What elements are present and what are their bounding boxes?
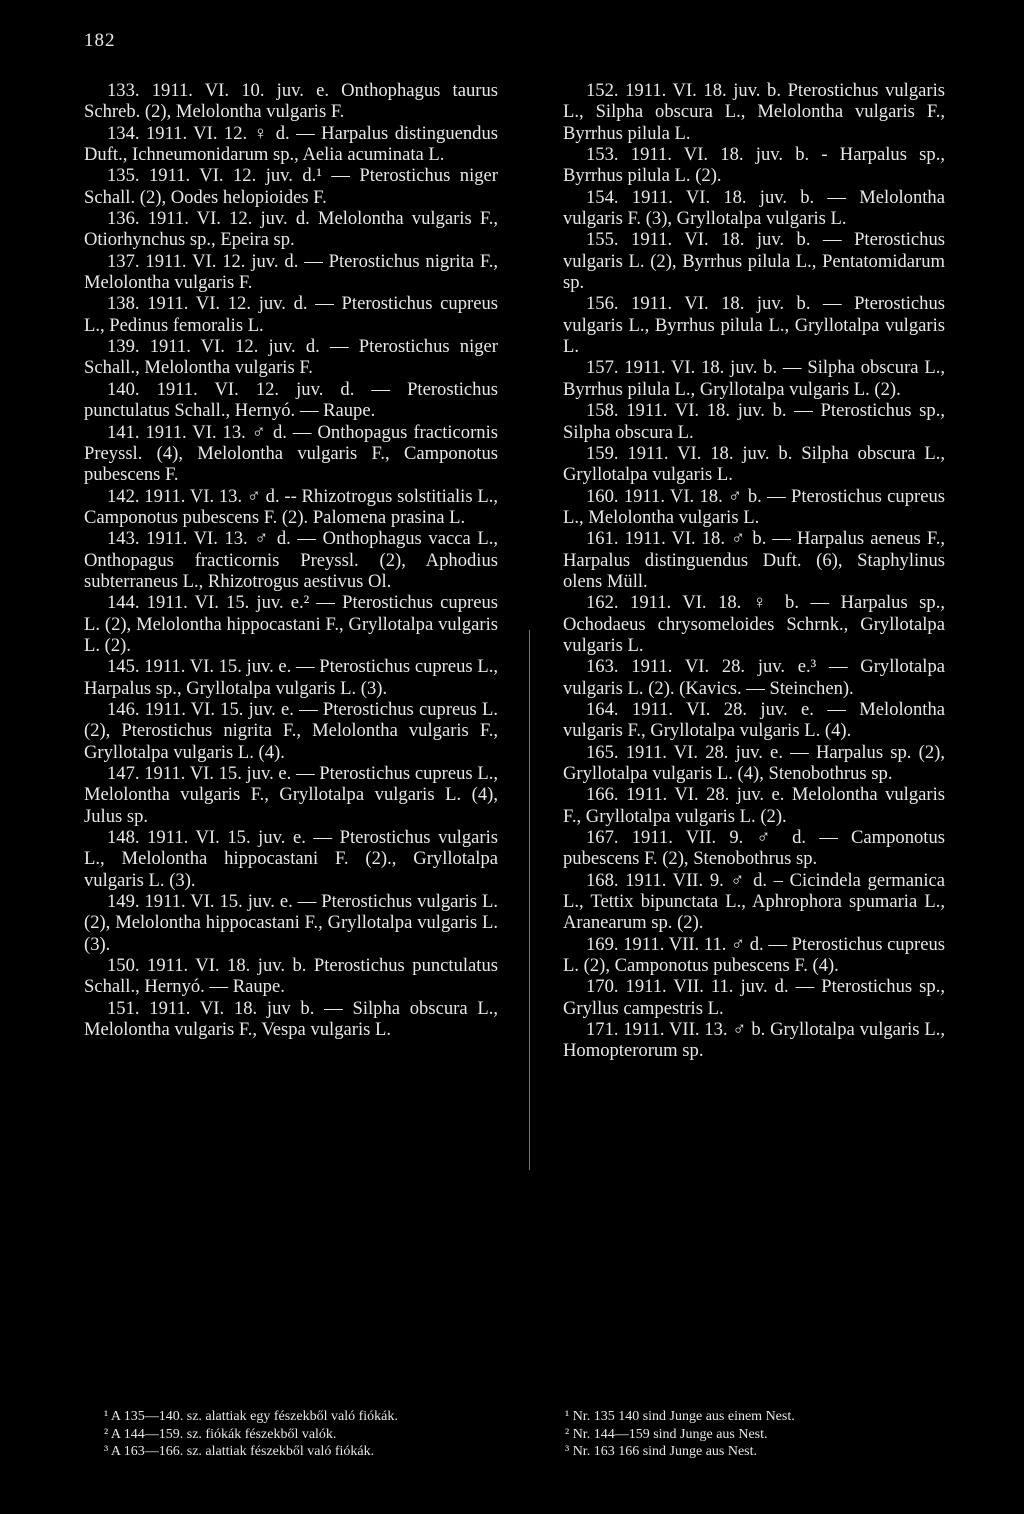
footnote: ² Nr. 144—159 sind Junge aus Nest. bbox=[565, 1426, 768, 1442]
entry: 165. 1911. VI. 28. juv. e. — Harpalus sp. (2), Gryllotalpa vulgaris L. (4), Stenobothrus sp. bbox=[563, 741, 945, 784]
entry: 148. 1911. VI. 15. juv. e. — Pterostichus vulgaris L., Melolontha hippocastani F. (2)., Gryllotalpa vulgaris L. (3). bbox=[84, 827, 498, 891]
entry: 155. 1911. VI. 18. juv. b. — Pterostichus vulgaris L. (2), Byrrhus pilula L., Pentatomidarum sp. bbox=[563, 229, 945, 294]
entry: 139. 1911. VI. 12. juv. d. — Pterostichus niger Schall., Melolontha vulgaris F. bbox=[84, 336, 498, 379]
entry: 138. 1911. VI. 12. juv. d. — Pterostichus cupreus L., Pedinus femoralis L. bbox=[84, 293, 498, 336]
entry: 141. 1911. VI. 13. ♂ d. — Onthopagus fracticornis Preyssl. (4), Melolontha vulgaris F., Camponotus pubescens F. bbox=[84, 421, 498, 486]
entry: 134. 1911. VI. 12. ♀ d. — Harpalus distinguendus Duft., Ichneumonidarum sp., Aelia acuminata L. bbox=[84, 122, 498, 166]
entry: 159. 1911. VI. 18. juv. b. Silpha obscura L., Gryllotalpa vulgaris L. bbox=[563, 442, 945, 486]
entry: 149. 1911. VI. 15. juv. e. — Pterostichus vulgaris L. (2), Melolontha hippocastani F., Gryllotalpa vulgaris L. (3). bbox=[84, 891, 498, 955]
entry: 151. 1911. VI. 18. juv b. — Silpha obscura L., Melolontha vulgaris F., Vespa vulgaris L. bbox=[84, 997, 498, 1041]
entry: 135. 1911. VI. 12. juv. d.¹ — Pterostichus niger Schall. (2), Oodes helopioides F. bbox=[84, 165, 498, 208]
entry: 152. 1911. VI. 18. juv. b. Pterostichus vulgaris L., Silpha obscura L., Melolontha vulgaris F., Byrrhus pilula L. bbox=[563, 80, 945, 144]
entry: 170. 1911. VII. 11. juv. d. — Pterostichus sp., Gryllus campestris L. bbox=[563, 976, 945, 1019]
entry: 140. 1911. VI. 12. juv. d. — Pterostichus punctulatus Schall., Hernyó. — Raupe. bbox=[84, 378, 498, 422]
entry: 146. 1911. VI. 15. juv. e. — Pterostichus cupreus L. (2), Pterostichus nigrita F., Melolontha vulgaris F., Gryllotalpa vulgaris L. (4). bbox=[84, 698, 498, 763]
left-column bbox=[84, 80, 498, 1040]
entry: 154. 1911. VI. 18. juv. b. — Melolontha vulgaris F. (3), Gryllotalpa vulgaris L. bbox=[563, 186, 945, 230]
entry: 169. 1911. VII. 11. ♂ d. — Pterostichus cupreus L. (2), Camponotus pubescens F. (4). bbox=[563, 933, 945, 977]
entry: 143. 1911. VI. 13. ♂ d. — Onthophagus vacca L., Onthopagus fracticornis Preyssl. (2), Aphodius subterraneus L., Rhizotrogus aestivus Ol. bbox=[84, 528, 498, 592]
entry: 142. 1911. VI. 13. ♂ d. -- Rhizotrogus solstitialis L., Camponotus pubescens F. (2). Palomena prasina L. bbox=[84, 485, 498, 528]
entry: 168. 1911. VII. 9. ♂ d. – Cicindela germanica L., Tettix bipunctata L., Aphrophora spumaria L., Aranearum sp. (2). bbox=[563, 869, 945, 934]
entry: 136. 1911. VI. 12. juv. d. Melolontha vulgaris F., Otiorhynchus sp., Epeira sp. bbox=[84, 208, 498, 251]
column-divider bbox=[529, 630, 530, 1170]
entry: 171. 1911. VII. 13. ♂ b. Gryllotalpa vulgaris L., Homopterorum sp. bbox=[563, 1019, 945, 1062]
entry: 133. 1911. VI. 10. juv. e. Onthophagus taurus Schreb. (2), Melolontha vulgaris F. bbox=[84, 80, 498, 123]
entry: 160. 1911. VI. 18. ♂ b. — Pterostichus cupreus L., Melolontha vulgaris L. bbox=[563, 485, 945, 528]
entry: 164. 1911. VI. 28. juv. e. — Melolontha vulgaris F., Gryllotalpa vulgaris L. (4). bbox=[563, 698, 945, 742]
entry: 147. 1911. VI. 15. juv. e. — Pterostichus cupreus L., Melolontha vulgaris F., Gryllotalpa vulgaris L. (4), Julus sp. bbox=[84, 763, 498, 827]
right-column bbox=[563, 80, 945, 1062]
footnote: ¹ Nr. 135 140 sind Junge aus einem Nest. bbox=[565, 1409, 795, 1424]
footnotes-german bbox=[565, 1408, 945, 1461]
entry: 144. 1911. VI. 15. juv. e.² — Pterostichus cupreus L. (2), Melolontha hippocastani F., Gryllotalpa vulgaris L. (2). bbox=[84, 592, 498, 656]
footnote: ¹ A 135—140. sz. alattiak egy fészekből való fiókák. bbox=[104, 1409, 398, 1424]
entry: 156. 1911. VI. 18. juv. b. — Pterostichus vulgaris L., Byrrhus pilula L., Gryllotalpa vulgaris L. bbox=[563, 293, 945, 358]
entry: 163. 1911. VI. 28. juv. e.³ — Gryllotalpa vulgaris L. (2). (Kavics. — Steinchen). bbox=[563, 656, 945, 699]
entry: 153. 1911. VI. 18. juv. b. - Harpalus sp., Byrrhus pilula L. (2). bbox=[563, 144, 945, 187]
footnote: ² A 144—159. sz. fiókák fészekből valók. bbox=[104, 1426, 337, 1442]
entry: 166. 1911. VI. 28. juv. e. Melolontha vulgaris F., Gryllotalpa vulgaris L. (2). bbox=[563, 784, 945, 827]
entry: 137. 1911. VI. 12. juv. d. — Pterostichus nigrita F., Melolontha vulgaris F. bbox=[84, 250, 498, 294]
entry: 150. 1911. VI. 18. juv. b. Pterostichus punctulatus Schall., Hernyó. — Raupe. bbox=[84, 955, 498, 998]
entry: 162. 1911. VI. 18. ♀ b. — Harpalus sp., Ochodaeus chrysomeloides Schrnk., Gryllotalpa vulgaris L. bbox=[563, 592, 945, 656]
footnote: ³ A 163—166. sz. alattiak fészekből való fiókák. bbox=[104, 1444, 375, 1459]
entry: 157. 1911. VI. 18. juv. b. — Silpha obscura L., Byrrhus pilula L., Gryllotalpa vulgaris L. (2). bbox=[563, 357, 945, 400]
footnote: ³ Nr. 163 166 sind Junge aus Nest. bbox=[565, 1444, 758, 1459]
page-number: 182 bbox=[84, 30, 116, 51]
entry: 158. 1911. VI. 18. juv. b. — Pterostichus sp., Silpha obscura L. bbox=[563, 400, 945, 443]
footnotes-hungarian bbox=[104, 1408, 524, 1461]
entry: 161. 1911. VI. 18. ♂ b. — Harpalus aeneus F., Harpalus distinguendus Duft. (6), Staphylinus olens Müll. bbox=[563, 528, 945, 592]
entry: 145. 1911. VI. 15. juv. e. — Pterostichus cupreus L., Harpalus sp., Gryllotalpa vulgaris L. (3). bbox=[84, 656, 498, 699]
entry: 167. 1911. VII. 9. ♂ d. — Camponotus pubescens F. (2), Stenobothrus sp. bbox=[563, 827, 945, 870]
